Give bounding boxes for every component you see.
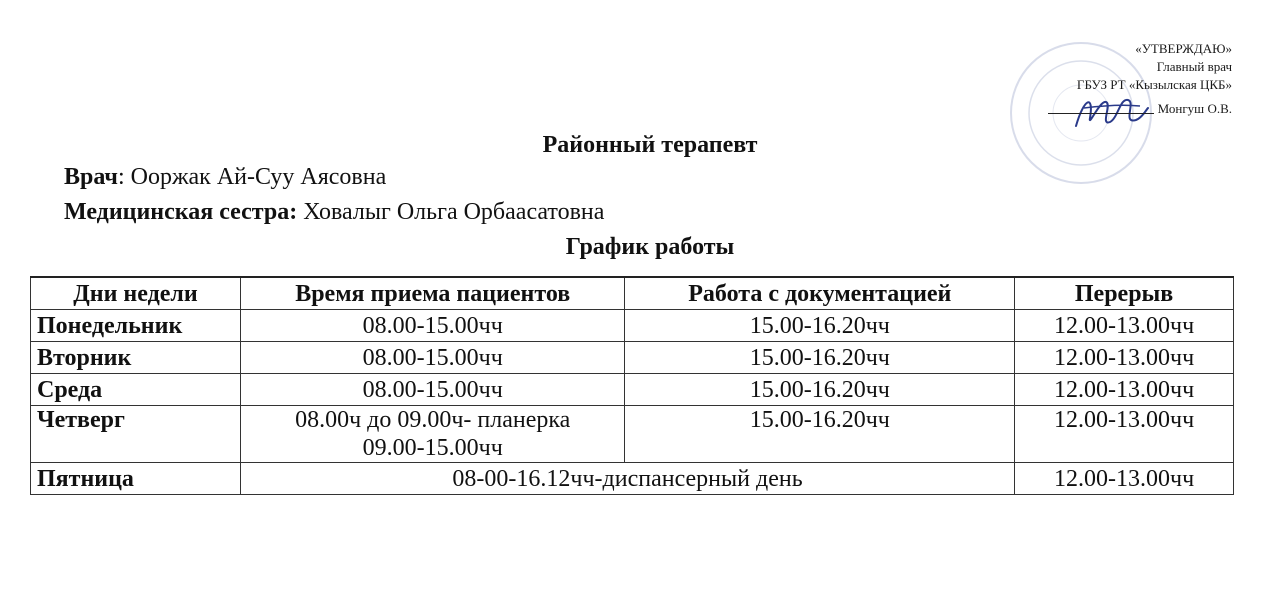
break-cell: 12.00-13.00чч: [1015, 342, 1234, 374]
reception-cell: 08.00-15.00чч: [240, 374, 625, 406]
schedule-title: График работы: [565, 234, 735, 260]
break-cell: 12.00-13.00чч: [1015, 463, 1234, 495]
break-cell: 12.00-13.00чч: [1015, 406, 1234, 463]
nurse-label: Медицинская сестра:: [64, 199, 298, 225]
reception-cell: 08.00-15.00чч: [240, 310, 625, 342]
schedule-table: [30, 276, 1234, 495]
signature-underline: [1048, 112, 1154, 114]
documents-cell: 15.00-16.20чч: [625, 342, 1015, 374]
day-cell: Четверг: [31, 406, 241, 463]
doctor-line: [64, 164, 386, 191]
approval-position: Главный врач: [1156, 59, 1232, 74]
reception-line-1: 08.00ч до 09.00ч- планерка: [295, 407, 571, 433]
table-row: [31, 406, 1234, 463]
reception-cell: 08.00-15.00чч: [240, 342, 625, 374]
reception-cell: [240, 406, 625, 463]
day-cell: Пятница: [31, 463, 241, 495]
table-row: [31, 374, 1234, 406]
doctor-name: : Ооржак Ай-Суу Аясовна: [117, 164, 387, 190]
approval-organization: ГБУЗ РТ «Кызылская ЦКБ»: [1076, 77, 1232, 92]
column-header-day: Дни недели: [31, 277, 241, 310]
nurse-line: [64, 199, 604, 226]
doctor-label: Врач: [64, 164, 118, 190]
day-cell: Среда: [31, 374, 241, 406]
break-cell: 12.00-13.00чч: [1015, 374, 1234, 406]
break-cell: 12.00-13.00чч: [1015, 310, 1234, 342]
documents-cell: 15.00-16.20чч: [625, 374, 1015, 406]
reception-line-2: 09.00-15.00чч: [362, 435, 503, 461]
nurse-name: Ховалыг Ольга Орбаасатовна: [297, 199, 605, 225]
documents-cell: 15.00-16.20чч: [625, 406, 1015, 463]
dispensary-day-cell: 08-00-16.12чч-диспансерный день: [240, 463, 1014, 495]
approval-signer: Монгуш О.В.: [1157, 101, 1232, 116]
approval-block: [992, 40, 1232, 118]
table-row: [31, 342, 1234, 374]
page-title: Районный терапевт: [542, 132, 758, 158]
day-cell: Понедельник: [31, 310, 241, 342]
documents-cell: 15.00-16.20чч: [625, 310, 1015, 342]
column-header-break: Перерыв: [1015, 277, 1234, 310]
approval-title: «УТВЕРЖДАЮ»: [1135, 41, 1232, 56]
table-row: [31, 310, 1234, 342]
table-header-row: [31, 277, 1234, 310]
day-cell: Вторник: [31, 342, 241, 374]
table-row: [31, 463, 1234, 495]
approval-signature-line: [992, 100, 1232, 118]
column-header-documents: Работа с документацией: [625, 277, 1015, 310]
column-header-reception: Время приема пациентов: [240, 277, 625, 310]
